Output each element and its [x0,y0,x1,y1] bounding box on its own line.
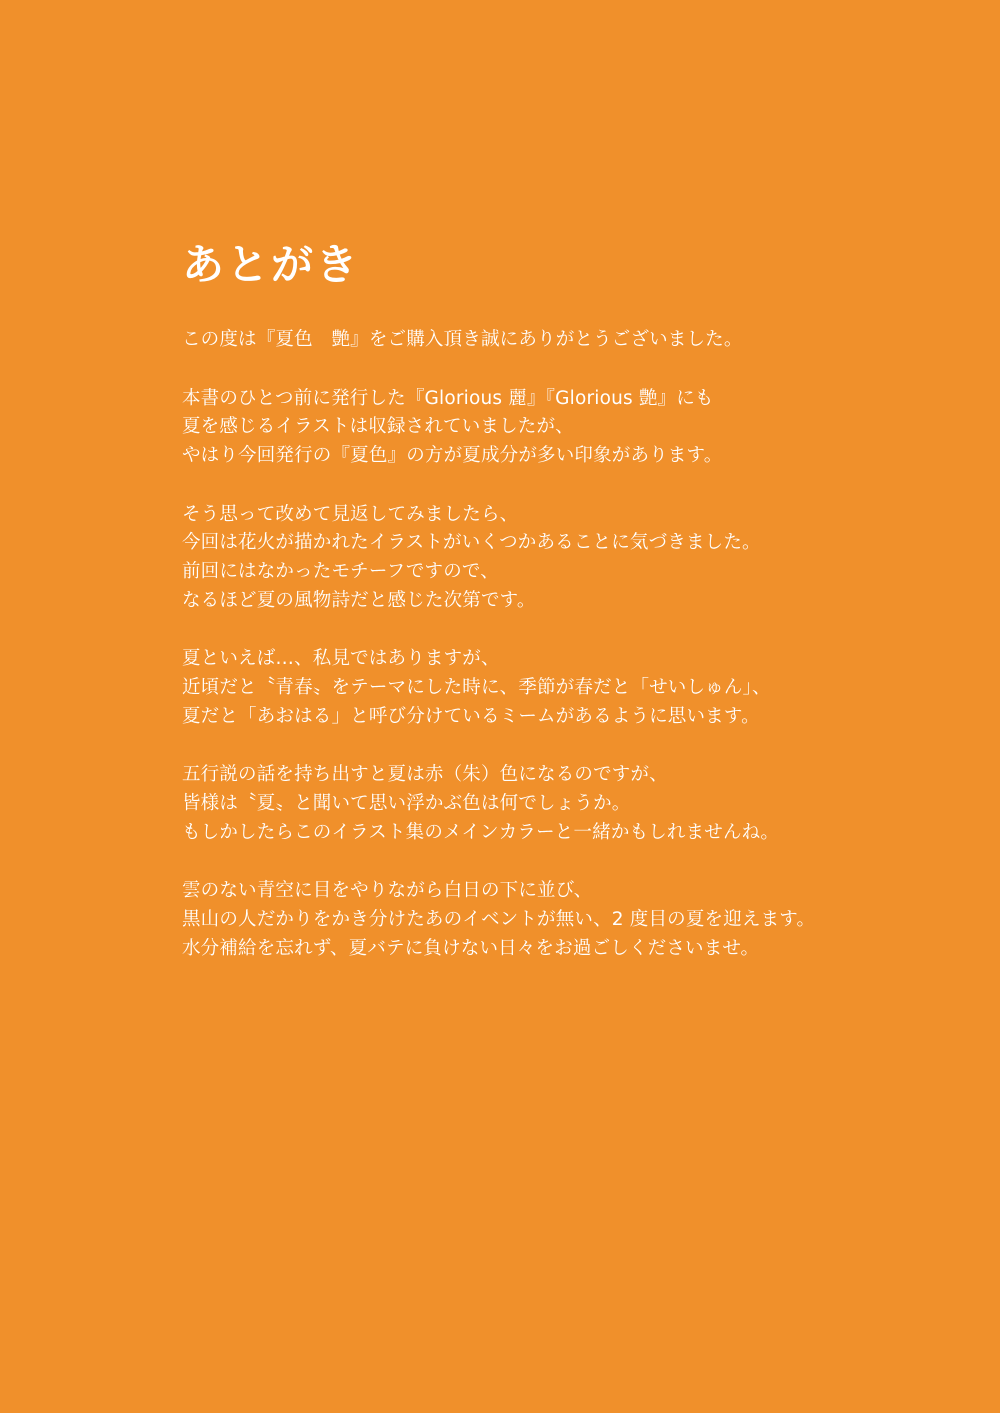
text-line: 雲のない青空に目をやりながら白日の下に並び、 [182,880,593,902]
text-line: 皆様は〝夏〟と聞いて思い浮かぶ色は何でしょうか。 [182,793,631,815]
text-line: 近頃だと〝青春〟をテーマにした時に、季節が春だと「せいしゅん」、 [182,677,771,699]
text-line: 前回にはなかったモチーフですので、 [182,561,499,583]
page-title: あとがき [182,240,361,290]
text-line: 本書のひとつ前に発行した『Glorious 麗』『Glorious 艶』にも [182,387,714,409]
paragraph [182,761,902,847]
text-line: 五行説の話を持ち出すと夏は赤（朱）色になるのですが、 [182,764,668,786]
paragraph [182,326,902,355]
text-line: この度は『夏色 艶』をご購入頂き誠にありがとうございました。 [182,329,743,350]
text-line: 黒山の人だかりをかき分けたあのイベントが無い、2 度目の夏を迎えます。 [182,909,816,931]
text-line: なるほど夏の風物詩だと感じた次第です。 [182,589,536,611]
paragraph [182,877,902,963]
text-line: やはり今回発行の『夏色』の方が夏成分が多い印象があります。 [182,445,723,467]
paragraph [182,385,902,471]
paragraph [182,645,902,731]
text-line: もしかしたらこのイラスト集のメインカラーと一緒かもしれませんね。 [182,821,779,843]
paragraph [182,501,902,616]
text-line: 夏といえば…、私見ではありますが、 [182,648,500,670]
text-line: 夏を感じるイラストは収録されていましたが、 [182,416,574,438]
text-line: 夏だと「あおはる」と呼び分けているミームがあるように思います。 [182,705,760,727]
text-line: 水分補給を忘れず、夏バテに負けない日々をお過ごしくださいませ。 [182,937,760,959]
text-line: 今回は花火が描かれたイラストがいくつかあることに気づきました。 [182,532,761,554]
text-line: そう思って改めて見返してみましたら、 [182,503,519,525]
afterword-body [182,326,902,963]
